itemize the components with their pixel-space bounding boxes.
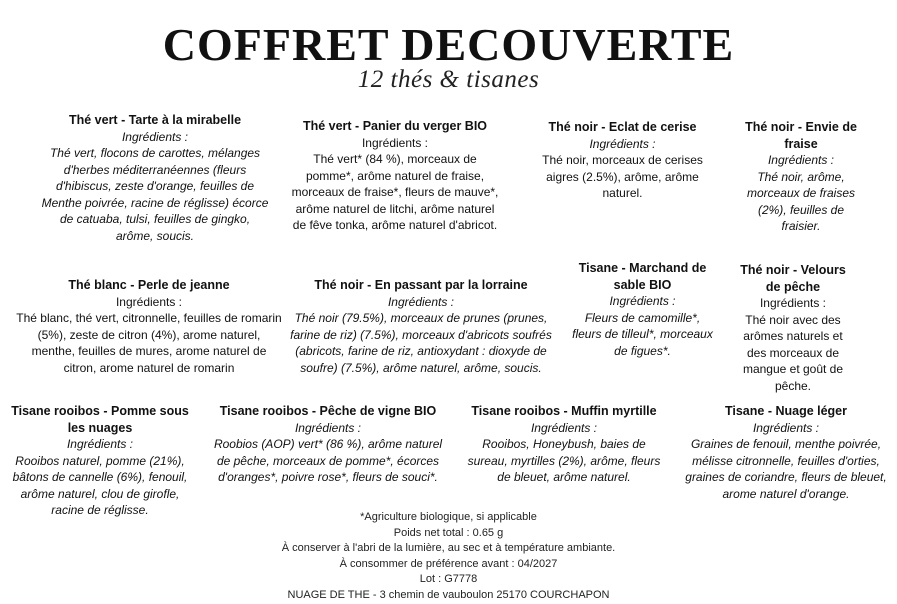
product-name: Thé blanc - Perle de jeanne	[68, 278, 230, 292]
product-name: Tisane rooibos - Muffin myrtille	[471, 404, 657, 418]
page-title: COFFRET DECOUVERTE	[162, 19, 735, 70]
product-card	[40, 112, 270, 244]
product-card	[16, 277, 282, 376]
ingredients-label: Ingrédients :	[115, 294, 183, 309]
product-name: Thé vert - Panier du verger BIO	[302, 119, 488, 133]
product-card	[208, 403, 448, 486]
ingredients-label: Ingrédients :	[361, 135, 429, 150]
product-name: Thé noir - Velours de pêche	[740, 263, 846, 294]
product-card	[290, 118, 500, 234]
organic-note: *Agriculture biologique, si applicable	[360, 511, 537, 523]
product-name: Tisane rooibos - Pomme sous les nuages	[11, 404, 189, 435]
product-name: Tisane - Marchand de sable BIO	[578, 261, 707, 292]
product-card	[570, 260, 715, 359]
ingredients-label: Ingrédients :	[767, 153, 835, 167]
product-ingredients: Thé noir avec des arômes naturels et des morceaux de mangue et goût de pêche.	[742, 312, 844, 393]
ingredients-label: Ingrédients :	[294, 420, 362, 435]
page-subtitle: 12 thés & tisanes	[357, 66, 540, 93]
product-ingredients: Fleurs de camomille*, fleurs de tilleul*, morceaux de figues*.	[572, 310, 713, 358]
product-card	[678, 403, 894, 502]
ingredients-label: Ingrédients :	[121, 129, 189, 144]
product-name: Thé noir - Eclat de cerise	[548, 120, 697, 134]
product-card	[463, 403, 665, 486]
product-ingredients: Thé vert, flocons de carottes, mélanges d'herbes méditerranéennes (fleurs d'hibiscus, zeste d'orange, feuilles de Menthe poivrée, racine de réglisse) écorce de catuaba, tulsi, feuilles de gingko, arôme, soucis.	[41, 146, 269, 243]
product-name: Tisane - Nuage léger	[724, 404, 848, 418]
product-card	[10, 403, 190, 519]
ingredients-label: Ingrédients :	[387, 294, 455, 309]
product-ingredients: Roobios (AOP) vert* (86 %), arôme naturel de pêche, morceaux de pomme*, écorces d'oranges*, poivre rose*, fleurs de souci*.	[213, 437, 443, 484]
ingredients-label: Ingrédients :	[609, 294, 676, 308]
company-address: NUAGE DE THE - 3 chemin de vauboulon 25170 COURCHAPON	[287, 588, 610, 601]
ingredients-label: Ingrédients :	[66, 437, 134, 451]
product-ingredients: Thé blanc, thé vert, citronnelle, feuilles de romarin (5%), zeste de citron (4%), arome naturel, menthe, feuilles de mures, arome naturel de citron, arome naturel de romarin	[16, 311, 282, 375]
product-card	[732, 262, 854, 394]
lot-number: Lot : G7778	[419, 573, 478, 585]
product-ingredients: Rooibos naturel, pomme (21%), bâtons de cannelle (6%), fenouil, arôme naturel, clou de girofle, racine de réglisse.	[12, 453, 188, 517]
product-name: Thé vert - Tarte à la mirabelle	[68, 113, 242, 127]
net-weight: Poids net total : 0.65 g	[393, 526, 504, 539]
product-ingredients: Rooibos, Honeybush, baies de sureau, myrtilles (2%), arôme, fleurs de bleuet, arôme naturel.	[467, 437, 661, 484]
ingredients-label: Ingrédients :	[589, 136, 656, 151]
product-card	[540, 119, 705, 202]
product-ingredients: Thé noir, morceaux de cerises aigres (2.5%), arôme, arôme naturel.	[542, 153, 703, 200]
best-before: À consommer de préférence avant : 04/2027	[339, 557, 558, 570]
product-name: Thé noir - Envie de fraise	[745, 120, 857, 151]
ingredients-label: Ingrédients :	[759, 296, 827, 310]
storage-note: À conserver à l'abri de la lumière, au sec et à température ambiante.	[281, 542, 616, 554]
product-ingredients: Thé vert* (84 %), morceaux de pomme*, arôme naturel de fraise, morceaux de fraise*, fleurs de mauve*, arôme naturel de litchi, arôme naturel de fêve tonka, arôme naturel d'abricot.	[291, 152, 499, 232]
product-ingredients: Thé noir (79.5%), morceaux de prunes (prunes, farine de riz) (7.5%), morceaux d'abricots soufrés (abricots, farine de riz, antioxydant : dioxyde de soufre) (7.5%), arôme naturel, arôme, soucis.	[290, 311, 552, 375]
footer	[0, 510, 897, 603]
product-ingredients: Graines de fenouil, menthe poivrée, mélisse citronnelle, feuilles d'orties, graines de coriandre, fleurs de bleuet, arome naturel d'orange.	[685, 437, 887, 501]
product-card	[740, 119, 862, 235]
ingredients-label: Ingrédients :	[530, 420, 598, 435]
ingredients-label: Ingrédients :	[752, 420, 820, 435]
product-name: Tisane rooibos - Pêche de vigne BIO	[219, 404, 437, 418]
product-card	[286, 277, 556, 376]
product-ingredients: Thé noir, arôme, morceaux de fraises (2%), feuilles de fraisier.	[746, 169, 856, 233]
product-name: Thé noir - En passant par la lorraine	[314, 278, 528, 292]
